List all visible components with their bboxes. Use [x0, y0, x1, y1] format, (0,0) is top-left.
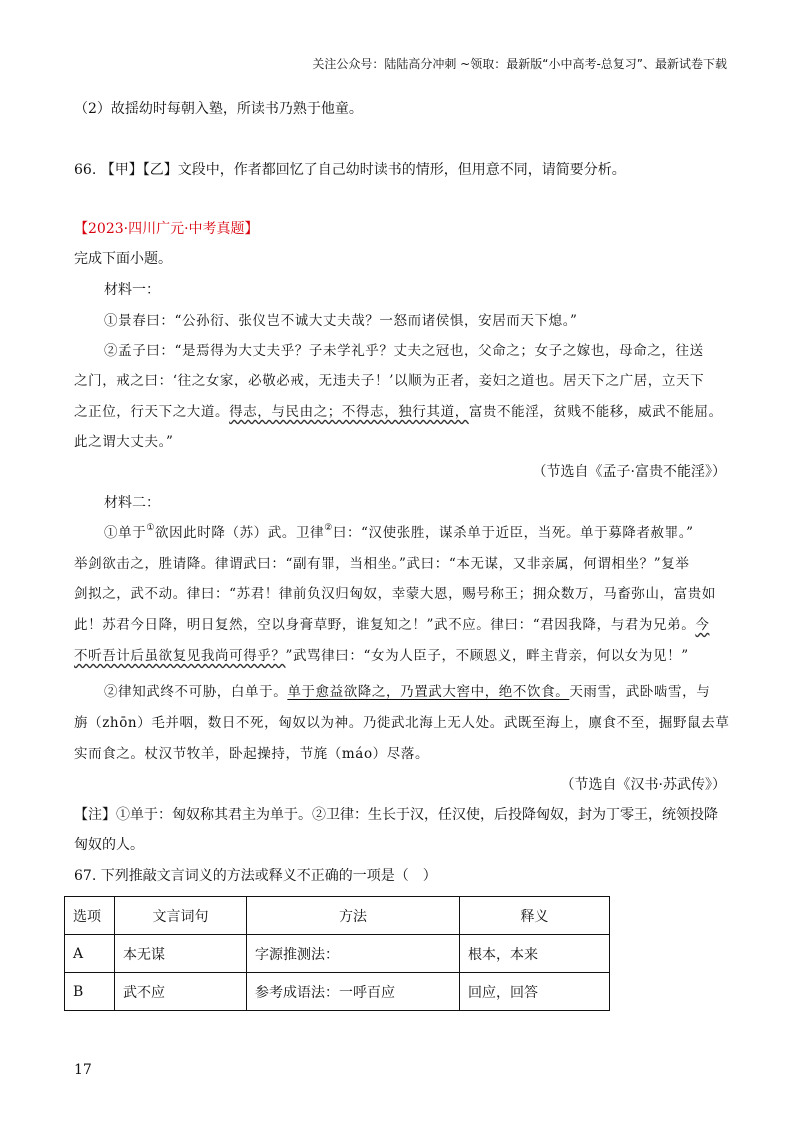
text-segment: ①单于 — [104, 525, 147, 541]
table-cell: 字源推测法： — [247, 935, 460, 973]
text-segment: 富贵不能淫，贫贱不能移，威武不能屈。 — [468, 404, 723, 420]
options-table — [64, 896, 610, 1011]
text-segment: 欲因此时降（苏）武。卫律 — [154, 525, 325, 541]
table-cell: 根本，本来 — [460, 935, 610, 973]
table-header-row — [65, 897, 610, 935]
material-1-source: （节选自《孟子·富贵不能淫》） — [532, 464, 726, 480]
material-2-line-5 — [74, 646, 726, 666]
material-2-line-3: 剑拟之，武不动。律曰：“苏君！律前负汉归匈奴，幸蒙大恩，赐号称王；拥众数万，马畜弥山，富贵如 — [74, 586, 716, 602]
underlined-sentence: 得志，与民由之；不得志，独行其道， — [229, 404, 469, 420]
table-cell: 回应，回答 — [460, 973, 610, 1011]
option-label: B — [65, 973, 115, 1011]
material-2-line-8: 实而食之。杖汉节牧羊，卧起操持，节旄（máo）尽落。 — [74, 746, 430, 762]
footnote-marker: ① — [146, 523, 155, 533]
instruction: 完成下面小题。 — [74, 251, 172, 267]
material-2-source: （节选自《汉书·苏武传》） — [560, 777, 726, 793]
text-segment: ②律知武终不可胁，白单于。 — [104, 684, 288, 700]
material-2-line-6 — [104, 682, 756, 702]
source-tag: 【2023·四川广元·中考真题】 — [74, 221, 259, 237]
material-1-para-2-line-2: 之门，戒之曰：‘往之女家，必敬必戒，无违夫子！’以顺为正者，妾妇之道也。居天下之广居，立天下 — [74, 373, 705, 389]
table-row — [65, 935, 610, 973]
underlined-sentence: 不听吾计后虽欲复见我尚可得乎？ — [74, 648, 286, 664]
page-header: 关注公众号：陆陆高分冲刺 ~领取：最新版“小中高考-总复习”、最新试卷下载 — [312, 57, 727, 71]
header-cell: 文言词句 — [115, 897, 247, 935]
header-cell: 选项 — [65, 897, 115, 935]
material-2-title: 材料二： — [104, 495, 160, 511]
q65-item-2: （2）故揺幼时每朝入塾，所读书乃熟于他童。 — [74, 101, 363, 117]
notes-line-1: 【注】①单于：匈奴称其君主为单于。②卫律：生长于汉，任汉使，后投降匈奴，封为丁零王，统领投降 — [74, 807, 718, 823]
material-2-line-1 — [104, 523, 756, 543]
material-2-line-2: 举剑欲击之，胜请降。律谓武曰：“副有罪，当相坐。”武曰：“本无谋，又非亲属，何谓相坐？”复举 — [74, 556, 690, 572]
material-1-para-2-line-3 — [74, 402, 726, 422]
material-1-para-2-line-4: 此之谓大丈夫。” — [74, 434, 174, 450]
question-66: 66. 【甲】【乙】文段中，作者都回忆了自己幼时读书的情形，但用意不同，请简要分析。 — [74, 162, 626, 178]
material-2-line-4 — [74, 615, 726, 635]
table-row — [65, 973, 610, 1011]
table-cell: 武不应 — [115, 973, 247, 1011]
notes-line-2: 匈奴的人。 — [74, 837, 144, 853]
text-segment: 天雨雪，武卧啮雪，与 — [569, 684, 711, 700]
table-cell: 参考成语法：一呼百应 — [247, 973, 460, 1011]
header-cell: 释义 — [460, 897, 610, 935]
material-1-para-1: ①景春曰：“公孙衍、张仪岂不诚大丈夫哉？一怒而诸侯惧，安居而天下熄。” — [104, 313, 578, 329]
page-number: 17 — [74, 1062, 92, 1078]
footnote-marker: ② — [324, 523, 333, 533]
material-2-line-7: 旃（zhōn）毛并咽，数日不死，匈奴以为神。乃徙武北海上无人处。武既至海上，廪食不至，掘野鼠去草 — [74, 715, 730, 731]
option-label: A — [65, 935, 115, 973]
material-1-para-2-line-1: ②孟子曰：“是焉得为大丈夫乎？子未学礼乎？丈夫之冠也，父命之；女子之嫁也，母命之，往送 — [104, 343, 704, 359]
table-cell: 本无谋 — [115, 935, 247, 973]
header-cell: 方法 — [247, 897, 460, 935]
question-67: 67. 下列推敲文言词义的方法或释义不正确的一项是（ ） — [74, 868, 437, 884]
text-segment: 此！苏君今日降，明日复然，空以身膏草野，谁复知之！”武不应。律曰：“君因我降，与君为兄弟。 — [74, 617, 696, 633]
underlined-sentence: 今 — [695, 617, 710, 633]
text-segment: 曰：“汉使张胜，谋杀单于近臣，当死。单于募降者赦罪。” — [332, 525, 694, 541]
text-segment: ”武骂律曰：“女为人臣子，不顾恩义，畔主背亲，何以女为见！” — [285, 648, 689, 664]
material-1-title: 材料一： — [104, 282, 160, 298]
text-segment: 之正位，行天下之大道。 — [74, 404, 230, 420]
underlined-sentence: 单于愈益欲降之，乃置武大窖中，绝不饮食。 — [287, 684, 570, 700]
